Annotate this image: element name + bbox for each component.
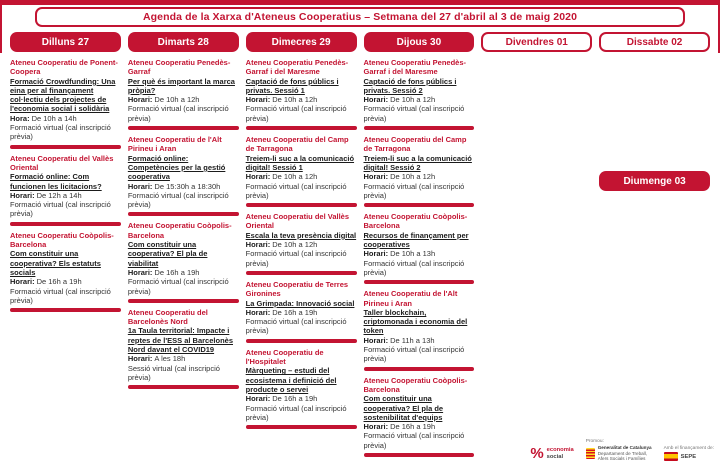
separator-bar xyxy=(246,271,357,275)
promou-label: Promou: xyxy=(585,439,604,445)
day-header-diumenge: Diumenge 03 xyxy=(599,171,710,191)
separator-bar xyxy=(364,453,475,457)
event-title: Formació online: Com funcionen les licitacions? xyxy=(10,172,102,191)
economia-social-logo xyxy=(530,446,573,461)
event-mode: Formació virtual (cal inscripció prèvia) xyxy=(363,104,465,123)
separator-bar xyxy=(246,339,357,343)
footer-logos xyxy=(530,439,714,461)
event-title: La Grimpada: Innovació social xyxy=(245,298,355,308)
event-mode: Formació virtual (cal inscripció prèvia) xyxy=(363,258,465,277)
event-title: Com constituir una cooperativa? Els estatuts socials xyxy=(10,249,101,277)
org-name: Ateneu Cooperatiu de Terres Gironines xyxy=(245,279,349,299)
financament-block xyxy=(664,446,714,461)
event-title: Escala la teva presència digital xyxy=(245,230,357,240)
day-header-divendres: Divendres 01 xyxy=(481,32,592,52)
org-name: Ateneu Cooperatiu Coòpolis-Barcelona xyxy=(363,212,468,231)
separator-bar xyxy=(128,126,239,130)
event-mode: Formació virtual (cal inscripció prèvia) xyxy=(245,249,347,268)
org-name: Ateneu Cooperatiu Penedès-Garraf i del Maresme xyxy=(245,58,349,77)
event-mode: Formació virtual (cal inscripció prèvia) xyxy=(127,104,229,123)
event-time: Horari: De 10h a 12h xyxy=(363,172,436,182)
org-name: Ateneu Cooperatiu del Barcelonès Nord xyxy=(127,307,208,327)
event-mode: Formació virtual (cal inscripció prèvia) xyxy=(363,431,465,450)
org-name: Ateneu Cooperatiu Coòpolis-Barcelona xyxy=(10,230,114,250)
event-title: Com constituir una cooperativa? El pla de sostenibilitat d'equips xyxy=(363,394,444,422)
event-title: Taller blockchain, criptomonada i economia del token xyxy=(363,307,468,336)
org-name: Ateneu Cooperatiu del Vallès Oriental xyxy=(10,153,114,172)
day-header-dimecres: Dimecres 29 xyxy=(246,32,357,52)
event-time: Horari: De 16h a 19h xyxy=(245,394,318,404)
event-title: Màrqueting – estudi del ecosistema i definició del producte o servei xyxy=(245,366,337,394)
org-name: Ateneu Cooperatiu del Camp de Tarragona xyxy=(245,135,349,154)
org-name: Ateneu Cooperatiu Coòpolis-Barcelona xyxy=(363,375,468,394)
event-title: 1a Taula territorial: Impacte i reptes de l'ESS al Barcelonès Nord davant el COVID19 xyxy=(127,326,233,355)
org-name: Ateneu Cooperatiu de l'Hospitalet xyxy=(245,347,324,367)
event-title: Recursos de finançament per cooperatives xyxy=(363,230,469,250)
financament-label: Amb el finançament de: xyxy=(663,446,714,451)
event-mode: Formació virtual (cal inscripció prèvia) xyxy=(10,123,111,142)
org-name: Ateneu Cooperatiu de l'Alt Pirineu i Aran xyxy=(127,135,222,154)
event-mode: Formació virtual (cal inscripció prèvia) xyxy=(245,104,347,123)
week-board xyxy=(0,32,720,462)
event-time: Horari: De 10h a 13h xyxy=(363,249,436,259)
event-card xyxy=(246,135,357,200)
event-mode: Formació virtual (cal inscripció prèvia) xyxy=(10,286,111,305)
org-name: Ateneu Cooperatiu Penedès-Garraf xyxy=(127,58,231,77)
separator-bar xyxy=(364,367,475,371)
event-time: Horari: De 12h a 14h xyxy=(10,190,82,200)
separator-bar xyxy=(128,299,239,303)
event-card xyxy=(10,58,121,142)
org-name: Ateneu Cooperatiu Penedès-Garraf i del Maresme xyxy=(363,58,467,77)
event-mode: Sessió virtual (cal inscripció prèvia) xyxy=(127,363,220,382)
event-card xyxy=(364,58,475,123)
org-name: Ateneu Cooperatiu del Camp de Tarragona xyxy=(363,135,467,154)
day-header-dilluns: Dilluns 27 xyxy=(10,32,121,52)
separator-bar xyxy=(10,222,121,226)
column-dimarts xyxy=(128,32,239,394)
sepe-label: SEPE xyxy=(680,453,697,460)
event-card xyxy=(128,58,239,123)
event-time: Horari: De 10h a 12h xyxy=(245,95,318,105)
event-card xyxy=(364,376,475,450)
event-mode: Formació virtual (cal inscripció prèvia) xyxy=(363,181,465,200)
separator-bar xyxy=(364,280,475,284)
event-time: Horari: De 11h a 13h xyxy=(363,335,435,345)
event-card xyxy=(10,154,121,219)
event-card xyxy=(364,289,475,363)
separator-bar xyxy=(246,126,357,130)
separator-bar xyxy=(10,308,121,312)
separator-bar xyxy=(128,212,239,216)
org-name: Ateneu Cooperatiu Coòpolis-Barcelona xyxy=(127,221,232,240)
org-name: Ateneu Cooperatiu del Vallès Oriental xyxy=(245,212,350,231)
event-card xyxy=(246,58,357,123)
day-header-dijous: Dijous 30 xyxy=(364,32,475,52)
event-title: Treiem-li suc a la comunicació digital! Sessió 1 xyxy=(245,153,355,172)
event-time: Horari: De 15:30h a 18:30h xyxy=(127,181,221,191)
event-title: Formació online: Competències per la gestió cooperativa xyxy=(127,153,226,182)
event-time: Horari: De 16h a 19h xyxy=(127,267,200,277)
separator-bar xyxy=(364,126,475,130)
separator-bar xyxy=(246,425,357,429)
event-mode: Formació virtual (cal inscripció prèvia) xyxy=(127,277,229,296)
event-card xyxy=(246,348,357,422)
event-time: Horari: De 16h a 19h xyxy=(245,307,318,317)
column-dissabte xyxy=(599,32,710,187)
event-title: Captació de fons públics i privats. Sessió 2 xyxy=(363,76,457,95)
event-mode: Formació virtual (cal inscripció prèvia) xyxy=(245,317,347,336)
economia-social-icon: % xyxy=(530,445,544,462)
org-name: Ateneu Cooperatiu de Ponent-Coopera xyxy=(10,58,118,77)
event-card xyxy=(10,231,121,305)
event-mode: Formació virtual (cal inscripció prèvia) xyxy=(363,345,465,364)
column-dilluns xyxy=(10,32,121,317)
generalitat-label: Generalitat de Catalunya Departament de Treball, Afers Socials i Famílies xyxy=(597,445,652,461)
separator-bar xyxy=(246,203,357,207)
event-time: Horari: De 10h a 12h xyxy=(245,240,318,250)
event-mode: Formació virtual (cal inscripció prèvia) xyxy=(245,403,347,422)
org-name: Ateneu Cooperatiu de l'Alt Pirineu i Aran xyxy=(363,289,458,308)
event-mode: Formació virtual (cal inscripció prèvia) xyxy=(127,190,229,210)
event-time: Hora: De 10h a 14h xyxy=(10,113,77,123)
column-divendres xyxy=(481,32,592,58)
event-time: Horari: De 16h a 19h xyxy=(363,422,436,432)
event-title: Captació de fons públics i privats. Sessió 1 xyxy=(245,76,339,95)
event-card xyxy=(246,280,357,336)
economia-social-label: economia social xyxy=(546,447,574,460)
event-time: Horari: A les 18h xyxy=(127,354,186,364)
event-card xyxy=(246,212,357,268)
generalitat-icon xyxy=(586,448,595,459)
event-title: Com constituir una cooperativa? El pla de viabilitat xyxy=(127,240,208,268)
separator-bar xyxy=(128,385,239,389)
column-dijous xyxy=(364,32,475,462)
spain-flag-icon xyxy=(664,452,678,461)
page-title: Agenda de la Xarxa d'Ateneus Cooperatius – Setmana del 27 d'abril al 3 de maig 2020 xyxy=(35,7,685,27)
separator-bar xyxy=(10,145,121,149)
left-edge-accent xyxy=(0,5,2,53)
event-card xyxy=(128,221,239,295)
event-mode: Formació virtual (cal inscripció prèvia) xyxy=(10,200,111,219)
promou-block xyxy=(586,439,652,461)
event-time: Horari: De 10h a 12h xyxy=(127,95,200,105)
separator-bar xyxy=(364,203,475,207)
event-card xyxy=(128,308,239,382)
column-dimecres xyxy=(246,32,357,434)
day-header-dimarts: Dimarts 28 xyxy=(128,32,239,52)
event-card xyxy=(364,212,475,277)
event-title: Formació Crowdfunding: Una eina per al finançament col·lectiu dels projectes de l'economia social i solidària xyxy=(10,76,116,114)
day-header-dissabte: Dissabte 02 xyxy=(599,32,710,52)
event-time: Horari: De 10h a 12h xyxy=(245,172,318,182)
event-time: Horari: De 16h a 19h xyxy=(10,277,82,287)
event-title: Per què és important la marca pròpia? xyxy=(127,76,235,95)
event-card xyxy=(128,135,239,209)
event-title: Treiem-li suc a la comunicació digital! Sessió 2 xyxy=(363,153,472,172)
event-mode: Formació virtual (cal inscripció prèvia) xyxy=(245,181,347,200)
event-time: Horari: De 10h a 12h xyxy=(363,95,436,105)
top-accent-bar xyxy=(0,0,720,5)
event-card xyxy=(364,135,475,200)
